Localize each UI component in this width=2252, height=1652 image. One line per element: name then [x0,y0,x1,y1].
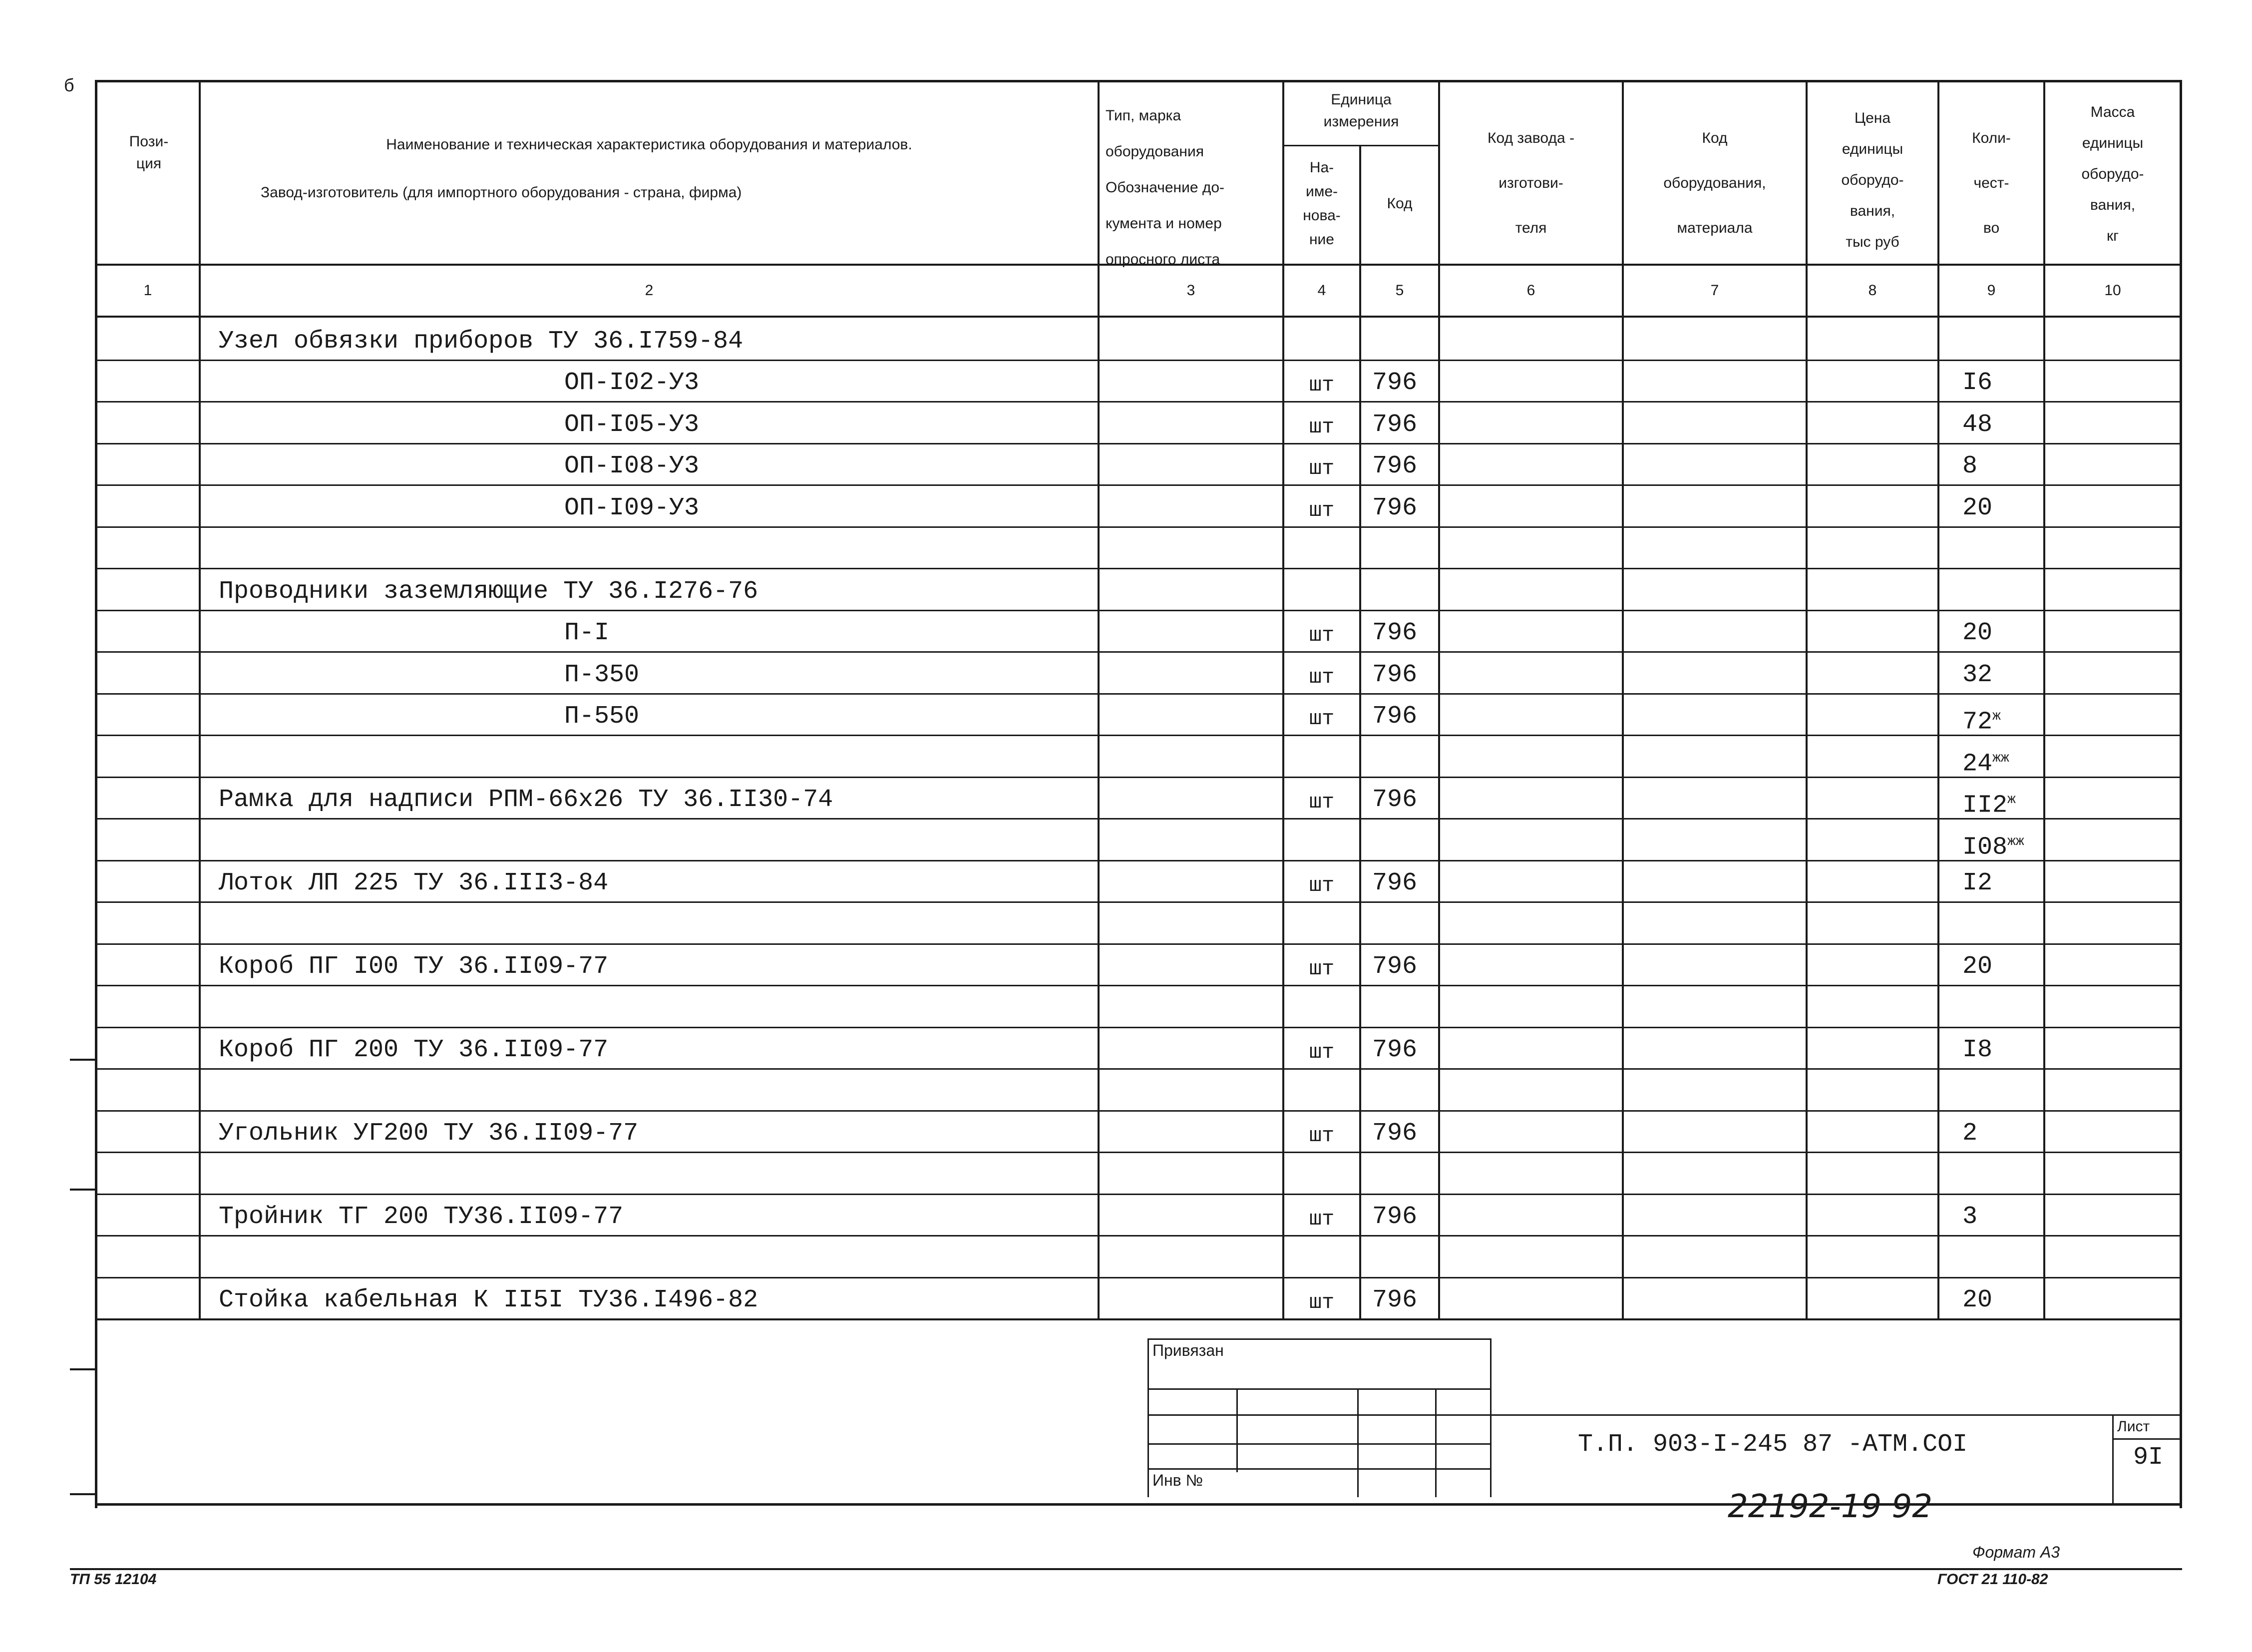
header-mass-line1: Масса [2090,104,2135,120]
item-name: ОП-I08-У3 [564,452,700,480]
unit-name: шт [1309,456,1335,480]
item-name: Стойка кабельная К II5I ТУ36.I496-82 [219,1286,758,1314]
header-type [1100,98,1282,278]
quantity-value: 3 [1962,1203,1978,1231]
unit-code: 796 [1372,1036,1418,1064]
row-divider [95,360,2182,361]
column-number: 4 [1317,282,1326,299]
row-divider [95,1194,2182,1195]
row-divider [95,1235,2182,1237]
unit-code: 796 [1372,1203,1418,1231]
quantity [1962,618,1992,648]
footnote-mark: жж [2007,834,2024,849]
item-name: П-I [564,619,610,647]
item-name: Короб ПГ 200 ТУ 36.II09-77 [219,1036,609,1064]
header-name [201,121,1098,217]
unit-name: шт [1309,1207,1335,1231]
quantity [1962,1202,1977,1232]
header-plant-code-line1: Код завода - [1488,130,1574,146]
footer-format: Формат А3 [1972,1543,2060,1561]
quantity [1962,744,2009,780]
corner-mark: б [64,75,74,95]
header-position [100,131,198,175]
header-mass-line4: вания, [2090,197,2136,213]
row-divider [95,860,2182,861]
unit-name: шт [1309,1040,1335,1064]
footer-left-code: ТП 55 12104 [70,1571,157,1588]
column-number: 5 [1395,282,1404,299]
row-divider [95,943,2182,945]
header-equipment-code [1624,116,1806,251]
item-name: Рамка для надписи РПМ-66х26 ТУ 36.II30-74 [219,786,833,814]
header-plant-code-line3: теля [1515,220,1547,236]
column-number: 6 [1526,282,1535,299]
unit-code: 796 [1372,1286,1418,1314]
unit-code: 796 [1372,702,1418,731]
quantity [1962,952,1992,982]
quantity [1962,451,1977,481]
item-name: Узел обвязки приборов ТУ 36.I759-84 [219,327,744,356]
header-type-line3: Обозначение до- [1106,179,1225,196]
header-type-line5: опросного листа [1106,251,1220,268]
row-divider [95,818,2182,820]
unit-name: шт [1309,957,1335,981]
header-quantity-line3: во [1983,220,2000,236]
header-unit-name-line3: нова- [1303,207,1341,224]
header-unit-group-line1: Единица [1331,91,1392,108]
header-name-line2: Завод-изготовитель (для импортного оборудования - страна, фирма) [261,184,742,201]
header-price-line4: вания, [1850,203,1895,219]
quantity [1962,1119,1977,1149]
unit-code: 796 [1372,369,1418,397]
row-divider [95,651,2182,653]
quantity-value: I2 [1962,869,1993,897]
header-unit-name-line4: ние [1309,231,1334,248]
row-divider [95,401,2182,403]
column-number: 3 [1186,282,1195,299]
quantity [1962,493,1992,523]
row-divider [95,693,2182,695]
header-equipment-code-line1: Код [1702,130,1728,146]
unit-name: шт [1309,1124,1335,1148]
quantity-value: 72 [1962,708,1993,737]
column-number: 8 [1868,282,1877,299]
header-name-line1: Наименование и техническая характеристика оборудования и материалов. [386,136,912,153]
quantity [1962,1285,1992,1315]
header-unit-group-line2: измерения [1323,113,1399,130]
unit-code: 796 [1372,494,1418,522]
unit-name: шт [1309,790,1335,814]
unit-name: шт [1309,373,1335,397]
footnote-mark: ж [2007,792,2016,808]
item-name: ОП-I05-У3 [564,411,700,439]
header-quantity-line1: Коли- [1972,130,2011,146]
footer-gost: ГОСТ 21 110-82 [1937,1571,2048,1588]
header-quantity-line2: чест- [1973,175,2009,191]
quantity [1962,368,1992,398]
quantity-value: 24 [1962,750,1993,779]
item-name: П-350 [564,661,640,689]
header-position-line1: Пози- [129,133,169,150]
unit-code: 796 [1372,411,1418,439]
unit-code: 796 [1372,452,1418,480]
unit-code: 796 [1372,661,1418,689]
archive-number: 22192-19 92 [1728,1488,1932,1525]
footnote-mark: ж [1992,709,2001,724]
item-name: ОП-I09-У3 [564,494,700,522]
quantity-value: 20 [1962,1286,1993,1314]
header-position-line2: ция [136,155,162,172]
unit-name: шт [1309,415,1335,439]
header-unit-name [1284,156,1359,252]
item-name: Угольник УГ200 ТУ 36.II09-77 [219,1119,639,1148]
header-mass-line3: оборудо- [2081,166,2144,182]
header-type-line1: Тип, марка [1106,107,1181,124]
header-price-line3: оборудо- [1841,172,1904,188]
document-designation: Т.П. 903-I-245 87 -АТМ.СОI [1578,1430,1968,1459]
unit-name: шт [1309,1290,1335,1314]
footnote-mark: жж [1992,751,2009,766]
quantity-value: 20 [1962,952,1993,981]
unit-name: шт [1309,707,1335,731]
quantity-value: 48 [1962,411,1993,439]
item-name: Проводники заземляющие ТУ 36.I276-76 [219,577,758,606]
column-number: 10 [2104,282,2121,299]
row-divider [95,568,2182,569]
row-divider [95,1110,2182,1112]
header-price-line1: Цена [1854,110,1891,126]
row-divider [95,985,2182,986]
quantity [1962,660,1992,690]
row-divider [95,1277,2182,1278]
quantity [1962,785,2016,821]
unit-name: шт [1309,665,1335,689]
row-divider [95,1027,2182,1028]
row-divider [95,443,2182,444]
quantity-value: 20 [1962,494,1993,522]
item-name: ОП-I02-У3 [564,369,700,397]
column-number: 7 [1710,282,1719,299]
row-divider [95,777,2182,778]
quantity-value: II2 [1962,791,2008,820]
row-divider [95,1152,2182,1153]
unit-code: 796 [1372,952,1418,981]
quantity-value: 8 [1962,452,1978,480]
header-price-line2: единицы [1842,141,1903,157]
item-name: П-550 [564,702,640,731]
unit-code: 796 [1372,619,1418,647]
header-plant-code-line2: изготови- [1499,175,1563,191]
header-equipment-code-line2: оборудования, [1663,175,1766,191]
unit-name: шт [1309,873,1335,897]
unit-name: шт [1309,498,1335,522]
row-divider [95,484,2182,486]
header-mass [2045,97,2180,252]
unit-code: 796 [1372,786,1418,814]
item-name: Короб ПГ I00 ТУ 36.II09-77 [219,952,609,981]
unit-code: 796 [1372,869,1418,897]
row-divider [95,735,2182,736]
row-divider [95,526,2182,528]
unit-code: 796 [1372,1119,1418,1148]
quantity [1962,1035,1992,1065]
quantity-value: 2 [1962,1119,1978,1148]
sheet-label: Лист [2117,1418,2150,1435]
quantity-value: I08 [1962,833,2008,862]
item-name: Тройник ТГ 200 ТУ36.II09-77 [219,1203,624,1231]
header-quantity [1939,116,2043,251]
inventory-number-label: Инв № [1152,1471,1203,1489]
quantity [1962,827,2024,863]
row-divider [95,1068,2182,1070]
header-type-line2: оборудования [1106,143,1204,160]
quantity [1962,702,2001,738]
quantity-value: 20 [1962,619,1993,647]
quantity [1962,410,1992,440]
header-mass-line2: единицы [2082,135,2144,151]
quantity-value: I8 [1962,1036,1993,1064]
header-unit-name-line1: На- [1309,159,1334,176]
header-plant-code [1440,116,1622,251]
unit-name: шт [1309,623,1335,647]
header-unit-group [1284,89,1438,133]
header-mass-line5: кг [2106,228,2119,244]
header-price-line5: тыс руб [1846,234,1899,250]
sheet-number: 9I [2133,1443,2164,1472]
item-name: Лоток ЛП 225 ТУ 36.III3-84 [219,869,609,897]
row-divider [95,901,2182,903]
header-type-line4: кумента и номер [1106,215,1222,232]
quantity-value: 32 [1962,661,1993,689]
column-number: 9 [1987,282,1996,299]
header-price [1808,103,1937,258]
header-unit-name-line2: име- [1305,183,1338,200]
row-divider [95,610,2182,611]
header-unit-code: Код [1387,195,1413,212]
privyazan-label: Привязан [1152,1341,1224,1359]
column-number: 1 [143,282,152,299]
quantity-value: I6 [1962,369,1993,397]
header-equipment-code-line3: материала [1677,220,1753,236]
quantity [1962,868,1992,898]
column-number: 2 [645,282,654,299]
